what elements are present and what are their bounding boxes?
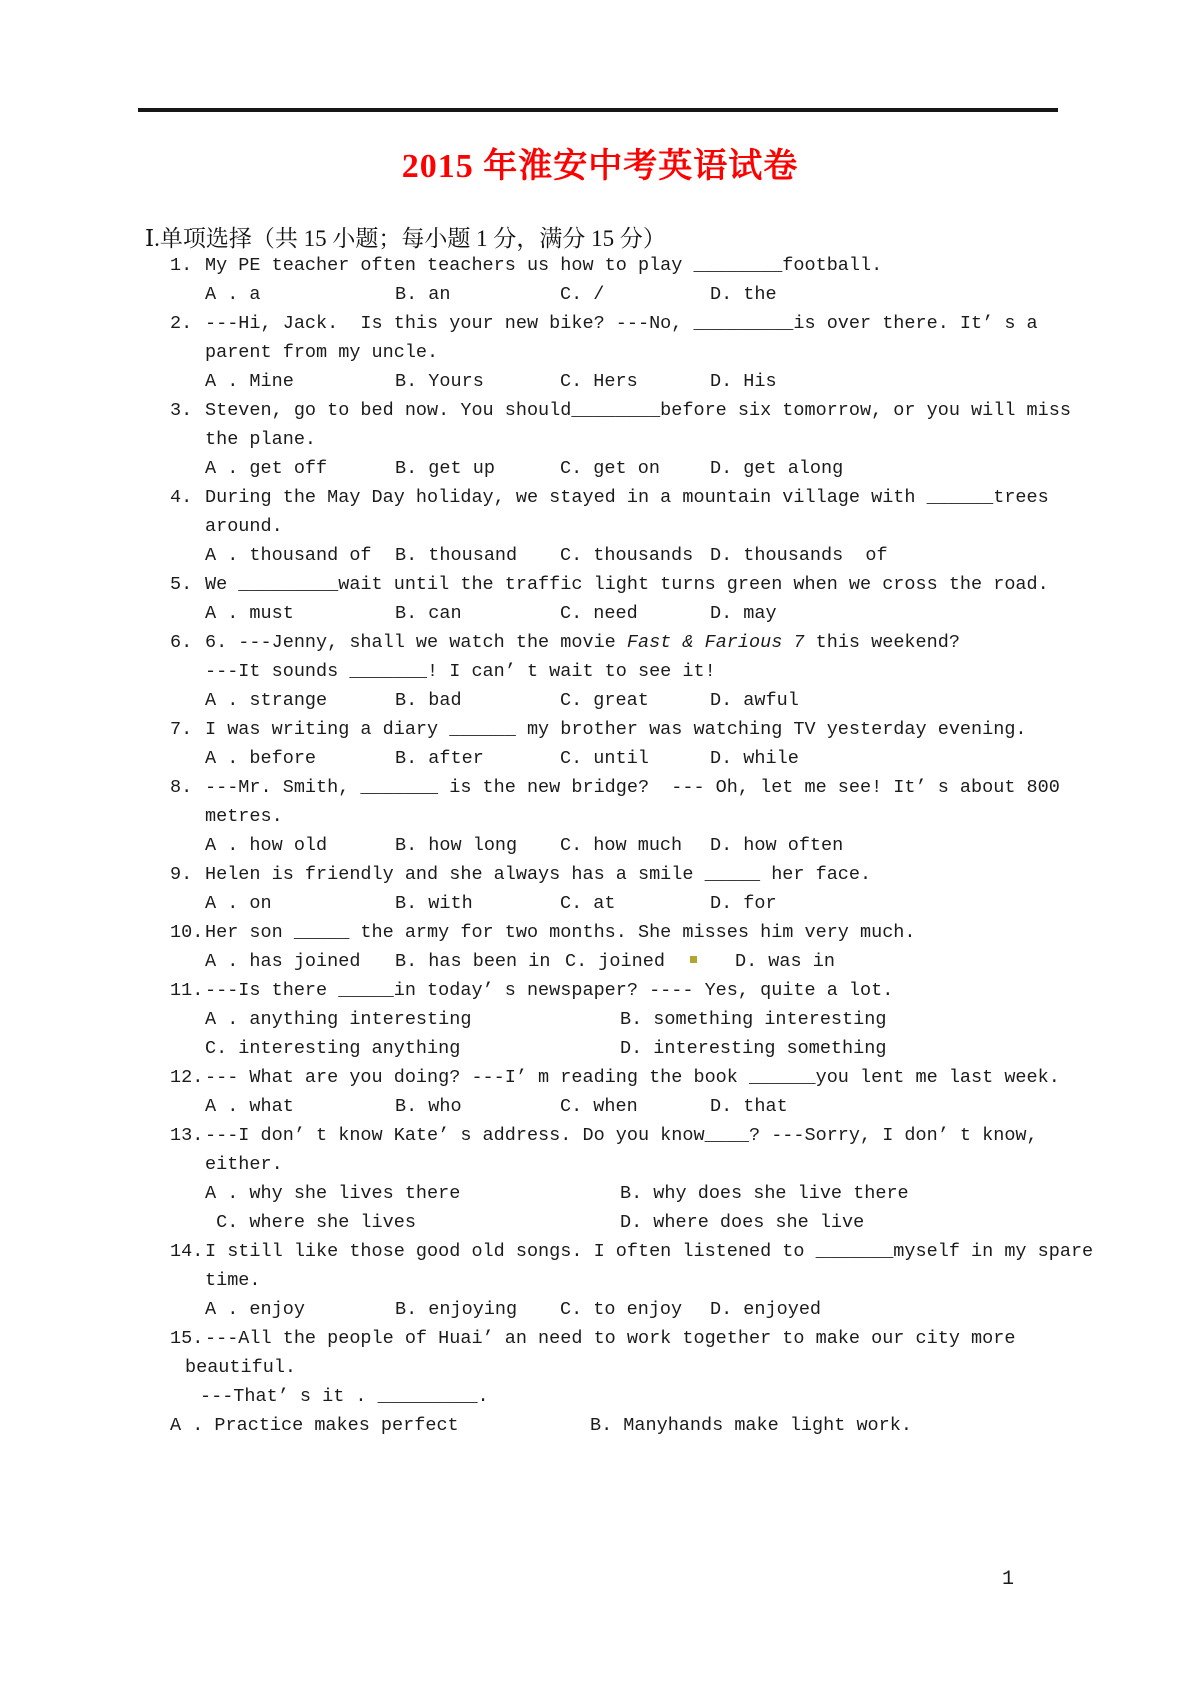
question-stem-continuation <box>170 425 1070 454</box>
option-cell: B. an <box>395 284 451 305</box>
option-cell: A . on <box>205 893 272 914</box>
option-cell: D. how often <box>710 835 844 856</box>
option-cell: C. where she lives <box>205 1212 416 1233</box>
question-options-row <box>170 1179 1070 1208</box>
option-cell: D. the <box>710 284 777 305</box>
question-text <box>205 574 1049 595</box>
question-text <box>205 980 893 1001</box>
option-cell: C. interesting anything <box>205 1038 461 1059</box>
option-cell: D. His <box>710 371 777 392</box>
question-stem <box>170 483 1070 512</box>
question <box>170 918 1070 976</box>
question-stem <box>170 1324 1070 1353</box>
question <box>170 570 1070 628</box>
question-stem <box>170 628 1070 657</box>
option-cell: D. get along <box>710 458 844 479</box>
question-stem-continuation <box>170 657 1070 686</box>
option-cell: C. joined <box>565 951 665 972</box>
option-cell: A . a <box>205 284 261 305</box>
question-text <box>185 1357 296 1378</box>
question-stem-continuation <box>170 512 1070 541</box>
option-cell: B. who <box>395 1096 462 1117</box>
question-number: 7. <box>170 719 193 740</box>
text-segment: 6. ---Jenny, shall we watch the movie <box>205 632 627 653</box>
question-stem <box>170 976 1070 1005</box>
question-stem <box>170 918 1070 947</box>
option-cell: B. how long <box>395 835 518 856</box>
text-segment: metres. <box>205 806 283 827</box>
question-stem-continuation <box>170 338 1070 367</box>
option-cell: D. interesting something <box>620 1038 887 1059</box>
question-options-row <box>170 454 1070 483</box>
text-segment: Steven, go to bed now. You should________before six tomorrow, or you will miss <box>205 400 1071 421</box>
question-stem <box>170 1121 1070 1150</box>
question-number: 12. <box>170 1067 204 1088</box>
option-cell: C. need <box>560 603 638 624</box>
question-number: 15. <box>170 1328 204 1349</box>
question-stem-continuation <box>170 1266 1070 1295</box>
text-segment: parent from my uncle. <box>205 342 439 363</box>
option-cell: D. may <box>710 603 777 624</box>
text-segment: I was writing a diary ______ my brother was watching TV yesterday evening. <box>205 719 1027 740</box>
option-cell: A . before <box>205 748 317 769</box>
text-segment: beautiful. <box>185 1357 297 1378</box>
option-cell: C. at <box>560 893 616 914</box>
question-number: 2. <box>170 313 193 334</box>
question <box>170 976 1070 1063</box>
question-stem <box>170 309 1070 338</box>
question-options-row <box>170 947 1070 976</box>
question-stem <box>170 860 1070 889</box>
question <box>170 251 1070 309</box>
option-cell: B. bad <box>395 690 462 711</box>
question-options-row <box>170 1034 1070 1063</box>
option-cell: A . thousand of <box>205 545 372 566</box>
option-cell: C. thousands <box>560 545 694 566</box>
exam-title: 2015 年淮安中考英语试卷 <box>401 148 799 185</box>
page-number: 1 <box>1002 1568 1015 1591</box>
option-cell: B. thousand <box>395 545 518 566</box>
text-segment: ---That’ s it . _________. <box>200 1386 489 1407</box>
question-text <box>205 922 916 943</box>
question-list <box>170 251 1094 1440</box>
question-stem-continuation <box>170 1382 1070 1411</box>
option-cell: B. get up <box>395 458 495 479</box>
question-text <box>205 1125 1038 1146</box>
question <box>170 860 1070 918</box>
question-text <box>205 429 316 450</box>
question-stem <box>170 773 1070 802</box>
option-cell: A . get off <box>205 458 328 479</box>
option-cell: A . anything interesting <box>205 1009 472 1030</box>
option-cell: C. until <box>560 748 649 769</box>
option-cell: A . has joined <box>205 951 361 972</box>
option-cell: A . Practice makes perfect <box>170 1415 459 1436</box>
question-text <box>205 777 1060 798</box>
text-segment: I still like those good old songs. I often listened to _______myself in my spare <box>205 1241 1094 1262</box>
question-options-row <box>170 1092 1070 1121</box>
option-cell: D. for <box>710 893 777 914</box>
question-stem <box>170 1063 1070 1092</box>
text-segment: ---It sounds _______! I can’ t wait to see it! <box>205 661 716 682</box>
question-number: 10. <box>170 922 204 943</box>
option-cell: C. Hers <box>560 371 638 392</box>
question-number: 8. <box>170 777 193 798</box>
question-text <box>205 806 283 827</box>
text-segment: ---Is there _____in today’ s newspaper? ---- Yes, quite a lot. <box>205 980 894 1001</box>
question-stem-continuation <box>170 1150 1070 1179</box>
text-segment: ---Mr. Smith, _______ is the new bridge? --- Oh, let me see! It’ s about 800 <box>205 777 1060 798</box>
question-options-row <box>170 367 1070 396</box>
option-cell: C. great <box>560 690 649 711</box>
question-options-row <box>170 599 1070 628</box>
question-options-row <box>170 280 1070 309</box>
option-cell: A . must <box>205 603 294 624</box>
question-stem <box>170 251 1070 280</box>
question-options-row <box>170 1295 1070 1324</box>
text-segment: ---I don’ t know Kate’ s address. Do you know____? ---Sorry, I don’ t know, <box>205 1125 1038 1146</box>
question-stem-continuation <box>170 1353 1070 1382</box>
question <box>170 483 1070 570</box>
question-text <box>205 255 882 276</box>
option-cell: D. enjoyed <box>710 1299 822 1320</box>
option-cell: B. can <box>395 603 462 624</box>
question-options-row <box>170 1005 1070 1034</box>
question <box>170 715 1070 773</box>
option-cell: A . how old <box>205 835 328 856</box>
question-stem <box>170 715 1070 744</box>
question-number: 13. <box>170 1125 204 1146</box>
question-number: 5. <box>170 574 193 595</box>
question-options-row <box>170 686 1070 715</box>
text-segment: My PE teacher often teachers us how to play ________football. <box>205 255 883 276</box>
option-cell: D. while <box>710 748 799 769</box>
question-text <box>205 864 871 885</box>
option-cell: A . Mine <box>205 371 294 392</box>
option-cell: B. after <box>395 748 484 769</box>
question <box>170 396 1070 483</box>
option-cell: C. when <box>560 1096 638 1117</box>
option-cell: B. Manyhands make light work. <box>590 1415 912 1436</box>
text-segment: around. <box>205 516 283 537</box>
text-segment: Helen is friendly and she always has a smile _____ her face. <box>205 864 872 885</box>
option-cell: D. where does she live <box>620 1212 865 1233</box>
question-number: 9. <box>170 864 193 885</box>
question-text <box>205 1241 1093 1262</box>
question-stem <box>170 570 1070 599</box>
question <box>170 309 1070 396</box>
question-options-row <box>170 744 1070 773</box>
question-text <box>205 1328 1015 1349</box>
option-cell: A . strange <box>205 690 328 711</box>
question-options-row <box>170 1208 1070 1237</box>
option-cell: C. get on <box>560 458 660 479</box>
question <box>170 1121 1070 1237</box>
option-cell: D. was in <box>735 951 835 972</box>
question <box>170 628 1070 715</box>
option-cell: D. that <box>710 1096 788 1117</box>
question-text <box>205 719 1027 740</box>
answer-dot-mark <box>690 947 735 976</box>
question-stem-continuation <box>170 802 1070 831</box>
option-cell: C. to enjoy <box>560 1299 683 1320</box>
question-options-row <box>170 1411 1070 1440</box>
section-header: Ⅰ.单项选择（共 15 小题；每小题 1 分，满分 15 分） <box>145 226 666 251</box>
question <box>170 1324 1070 1440</box>
text-segment: During the May Day holiday, we stayed in a mountain village with ______trees <box>205 487 1049 508</box>
question-options-row <box>170 889 1070 918</box>
movie-title-italic: Fast & Farious 7 <box>626 632 805 653</box>
text-segment: ---All the people of Huai’ an need to work together to make our city more <box>205 1328 1016 1349</box>
text-segment: either. <box>205 1154 283 1175</box>
question-text <box>205 516 283 537</box>
question <box>170 773 1070 860</box>
option-cell: B. why does she live there <box>620 1183 909 1204</box>
question-text <box>205 1154 283 1175</box>
question-text <box>205 1067 1060 1088</box>
text-segment: this weekend? <box>804 632 960 653</box>
header-rule <box>138 108 1058 112</box>
dot-icon <box>690 956 697 963</box>
question-number: 14. <box>170 1241 204 1262</box>
question-number: 1. <box>170 255 193 276</box>
question-text <box>205 487 1049 508</box>
question-text <box>205 661 716 682</box>
option-cell: B. something interesting <box>620 1009 887 1030</box>
option-cell: A . enjoy <box>205 1299 305 1320</box>
question <box>170 1237 1094 1324</box>
option-cell: D. thousands of <box>710 545 888 566</box>
option-cell: A . why she lives there <box>205 1183 461 1204</box>
question-number: 6. <box>170 632 193 653</box>
question-number: 11. <box>170 980 204 1001</box>
option-cell: B. Yours <box>395 371 484 392</box>
option-cell: D. awful <box>710 690 799 711</box>
option-cell: A . what <box>205 1096 294 1117</box>
question-options-row <box>170 541 1070 570</box>
question-number: 4. <box>170 487 193 508</box>
option-cell: B. has been in <box>395 951 551 972</box>
text-segment: --- What are you doing? ---I’ m reading the book ______you lent me last week. <box>205 1067 1060 1088</box>
question-text <box>205 313 1038 334</box>
question-options-row <box>170 831 1070 860</box>
text-segment: time. <box>205 1270 261 1291</box>
text-segment: Her son _____ the army for two months. She misses him very much. <box>205 922 916 943</box>
question-stem <box>170 1237 1094 1266</box>
text-segment: the plane. <box>205 429 317 450</box>
question-text <box>205 400 1071 421</box>
option-cell: B. enjoying <box>395 1299 518 1320</box>
question-text <box>205 1270 261 1291</box>
question-stem <box>170 396 1070 425</box>
question-number: 3. <box>170 400 193 421</box>
text-segment: We _________wait until the traffic light turns green when we cross the road. <box>205 574 1049 595</box>
question <box>170 1063 1070 1121</box>
question-text <box>200 1386 489 1407</box>
text-segment: ---Hi, Jack. Is this your new bike? ---No, _________is over there. It’ s a <box>205 313 1038 334</box>
question-text <box>205 342 438 363</box>
question-text <box>205 632 960 653</box>
option-cell: C. / <box>560 284 605 305</box>
option-cell: B. with <box>395 893 473 914</box>
option-cell: C. how much <box>560 835 683 856</box>
